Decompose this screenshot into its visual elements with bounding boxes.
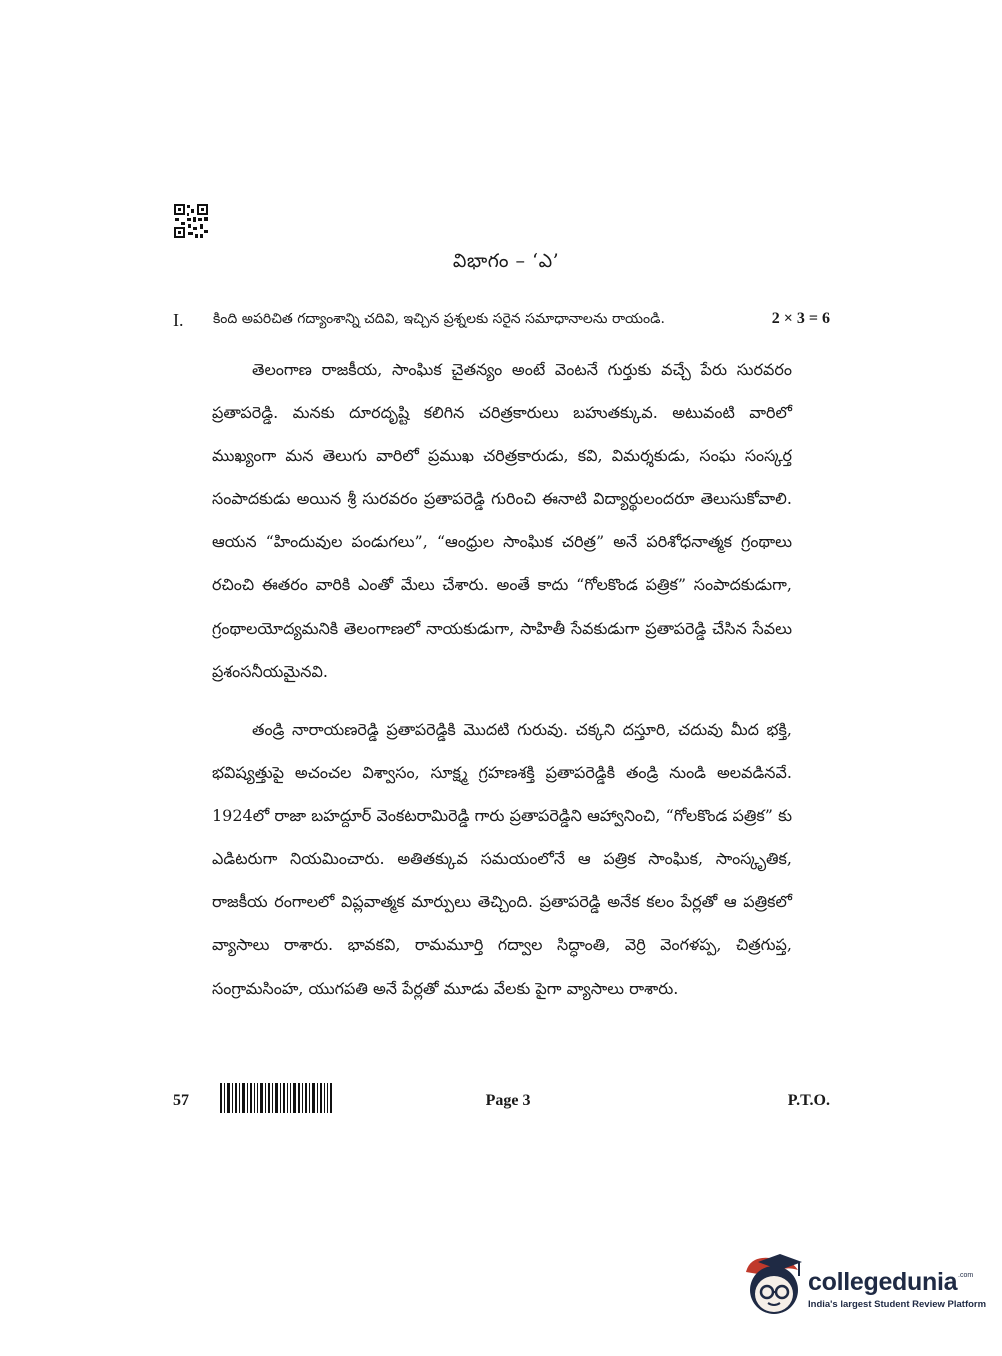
- brand-suffix: .com: [958, 1272, 974, 1279]
- passage-paragraph-1: [212, 348, 792, 693]
- paragraph-text: తండ్రి నారాయణరెడ్డి ప్రతాపరెడ్డికి మొదటి గురువు. చక్కని దస్తూరి, చదువు మీద భక్తి, భవిష్యత్తుపై అచంచల విశ్వాసం, సూక్ష్మ గ్రహణశక్తి ప్రతాపరెడ్డికి తండ్రి నుండి అలవడినవే. 1924లో రాజా బహద్దూర్ వెంకటరామిరెడ్డి గారు ప్రతాపరెడ్డిని ఆహ్వానించి, “గోలకొండ పత్రిక” కు ఎడిటరుగా నియమించారు. అతితక్కువ సమయంలోనే ఆ పత్రిక సాంఘిక, సాంస్కృతిక, రాజకీయ రంగాలలో విప్లవాత్మక మార్పులు తెచ్చింది. ప్రతాపరెడ్డి అనేక కలం పేర్లతో ఆ పత్రికలో వ్యాసాలు రాశారు. భావకవి, రామమూర్తి గద్వాల సిద్ధాంతి, వెర్రి వెంగళప్ప, చిత్రగుప్త, సంగ్రామసింహ, యుగపతి అనే పేర్లతో మూడు వేలకు పైగా వ్యాసాలు రాశారు.: [212, 720, 792, 998]
- brand-tagline: India's largest Student Review Platform: [808, 1299, 987, 1310]
- paragraph-text: తెలంగాణ రాజకీయ, సాంఘిక చైతన్యం అంటే వెంటనే గుర్తుకు వచ్చే పేరు సురవరం ప్రతాపరెడ్డి. మనకు దూరదృష్టి కలిగిన చరిత్రకారులు బహుతక్కువ. అటువంటి వారిలో ముఖ్యంగా మన తెలుగు వారిలో ప్రముఖ చరిత్రకారుడు, కవి, విమర్శకుడు, సంఘ సంస్కర్త సంపాదకుడు అయిన శ్రీ సురవరం ప్రతాపరెడ్డి గురించి ఈనాటి విద్యార్థులందరూ తెలుసుకోవాలి. ఆయన “హిందువుల పండుగలు”, “ఆంధ్రుల సాంఘిక చరిత్ర” అనే పరిశోధనాత్మక గ్రంథాలు రచించి ఈతరం వారికి ఎంతో మేలు చేశారు. అంతే కాదు “గోలకొండ పత్రిక” సంపాదకుడుగా, గ్రంథాలయోద్యమనికి తెలంగాణలో నాయకుడుగా, సాహితీ సేవకుడుగా ప్రతాపరెడ్డి చేసిన సేవలు ప్రశంసనీయమైనవి.: [212, 360, 792, 681]
- question-number: I.: [173, 310, 184, 330]
- mascot-icon: [746, 1254, 802, 1314]
- question-instruction: కింది అపరిచిత గద్యాంశాన్ని చదివి, ఇచ్చిన ప్రశ్నలకు సరైన సమాధానాలను రాయండి.: [213, 311, 665, 327]
- passage-paragraph-2: [212, 708, 792, 1010]
- question-marks: 2 × 3 = 6: [771, 310, 830, 327]
- paper-code: 57: [173, 1092, 189, 1109]
- page-number: Page 3: [485, 1092, 531, 1109]
- qr-code: [173, 203, 209, 239]
- please-turn-over: P.T.O.: [787, 1092, 830, 1109]
- section-title: విభాగం – ‘ఎ’: [452, 250, 560, 272]
- brand-name: collegedunia: [808, 1268, 958, 1296]
